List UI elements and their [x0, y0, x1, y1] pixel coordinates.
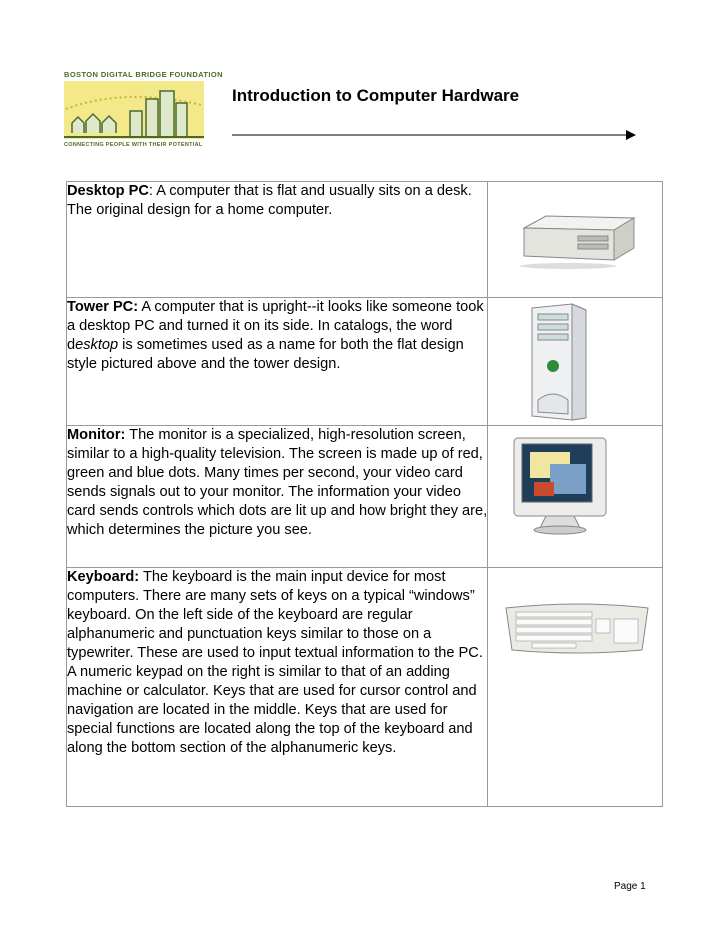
- term-label: Tower PC:: [67, 299, 139, 315]
- image-cell: [488, 298, 663, 426]
- description-text: The monitor is a specialized, high-resolution screen, similar to a high-quality television. The screen is made up of red, green and blue dots. Many times per second, your video card sends signals out to your monitor. The information your video card sends controls which dots are lit up and how bright they are, which determines the picture you see.: [67, 427, 488, 538]
- monitor-description: [67, 426, 488, 568]
- page-number: Page 1: [614, 881, 646, 892]
- tower-description: Tower PC: A computer that is upright--it looks like someone took a desktop PC and turned it on its side. In catalogs, the word desktop is sometimes used as a name for both the flat design style pictured above and the tower design.: [67, 298, 488, 426]
- term-label: Desktop PC: [67, 183, 149, 199]
- image-cell: [488, 568, 663, 807]
- tower-pc-icon: [528, 300, 590, 422]
- page-title: Introduction to Computer Hardware: [232, 86, 520, 105]
- description-text: A computer that is flat and usually sits on a desk. The original design for a home computer.: [67, 183, 472, 218]
- city-skyline-icon: [64, 79, 204, 141]
- table-row: [67, 182, 663, 298]
- monitor-icon: [510, 436, 610, 536]
- keyboard-description: [67, 568, 488, 807]
- image-cell: [488, 426, 663, 568]
- table-row: [67, 298, 663, 426]
- hardware-table: [66, 181, 663, 807]
- table-row: [67, 426, 663, 568]
- image-cell: [488, 182, 663, 298]
- desktop-pc-icon: [518, 208, 636, 270]
- keyboard-icon: [502, 600, 652, 656]
- logo-tagline: CONNECTING PEOPLE WITH THEIR POTENTIAL: [64, 142, 203, 148]
- foundation-logo: [64, 70, 223, 155]
- description-text: The keyboard is the main input device for most computers. There are many sets of keys on a typical “windows” keyboard. On the left side of the keyboard are regular alphanumeric and punctuation keys similar to those on a typewriter. These are used to input textual information to the PC. A numeric keypad on the right is similar to that of an adding machine or calculator. Keys that are used for cursor control and navigation are located in the middle. Keys that are used for special functions are located along the top of the keyboard and along the bottom section of the alphanumeric keys.: [67, 569, 483, 756]
- table-row: [67, 568, 663, 807]
- desktop-description: Desktop PC: A computer that is flat and usually sits on a desk. The original design for a home computer.: [67, 182, 488, 298]
- title-arrow: [232, 128, 636, 142]
- logo-name: BOSTON DIGITAL BRIDGE FOUNDATION: [64, 70, 223, 79]
- term-label: Monitor:: [67, 427, 126, 443]
- term-label: Keyboard:: [67, 569, 140, 585]
